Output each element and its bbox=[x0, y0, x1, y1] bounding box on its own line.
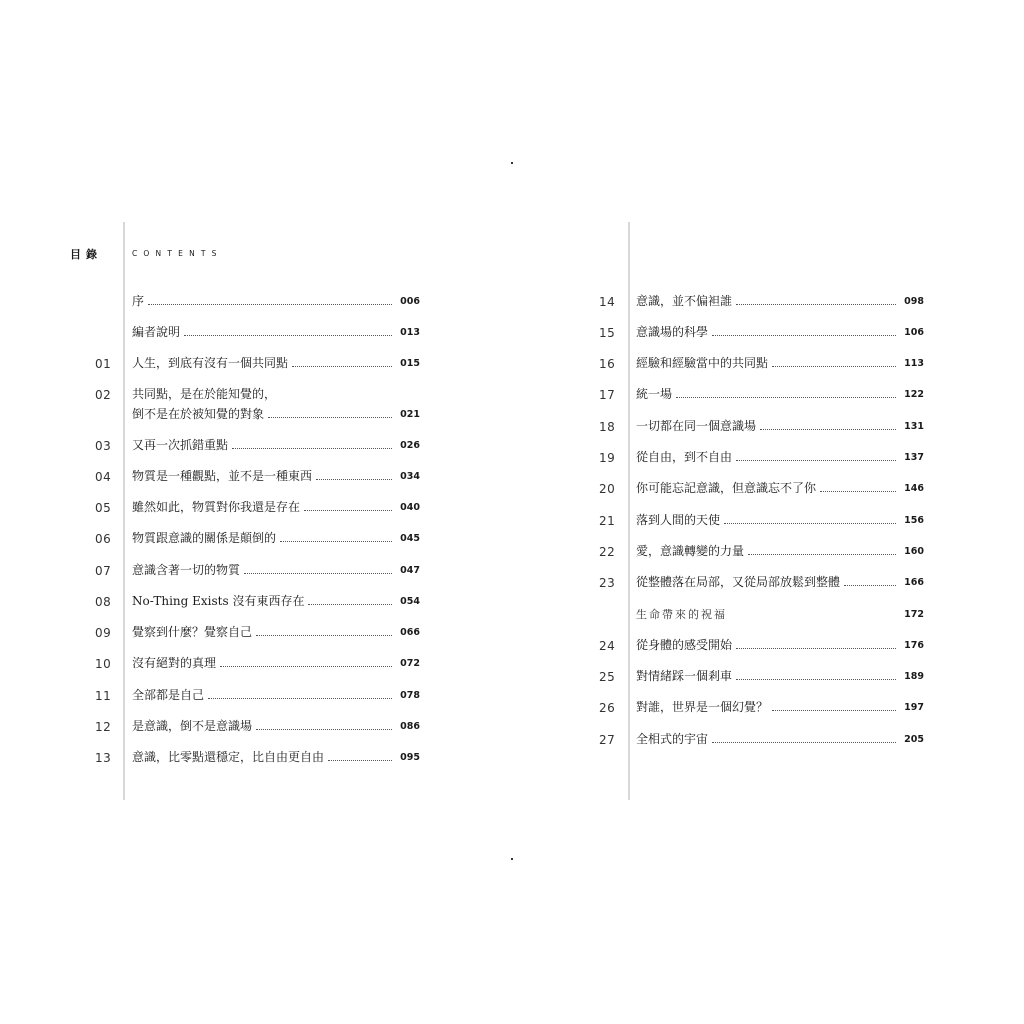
toc-entry[interactable] bbox=[95, 500, 420, 520]
page-number: 166 bbox=[904, 577, 924, 588]
dot-leader bbox=[184, 334, 392, 336]
page-number: 131 bbox=[904, 421, 924, 432]
chapter-title: 落到人間的天使 bbox=[636, 513, 721, 527]
chapter-number: 19 bbox=[599, 451, 616, 465]
chapter-title: 經驗和經驗當中的共同點 bbox=[636, 356, 769, 370]
toc-entry[interactable] bbox=[95, 438, 420, 458]
page-number: 113 bbox=[904, 358, 924, 369]
page-number: 015 bbox=[400, 358, 420, 369]
chapter-number: 20 bbox=[599, 482, 616, 496]
page-number: 137 bbox=[904, 452, 924, 463]
chapter-title: 倒不是在於被知覺的對象 bbox=[132, 407, 265, 421]
page-number: 160 bbox=[904, 546, 924, 557]
page-number: 078 bbox=[400, 690, 420, 701]
chapter-number: 05 bbox=[95, 501, 112, 515]
dot-leader bbox=[208, 697, 392, 699]
toc-entry[interactable] bbox=[599, 732, 924, 752]
dot-leader bbox=[772, 709, 896, 711]
chapter-title: 人生，到底有沒有一個共同點 bbox=[132, 356, 289, 370]
dot-leader bbox=[308, 603, 392, 605]
chapter-number: 10 bbox=[95, 657, 112, 671]
dot-leader bbox=[736, 647, 896, 649]
chapter-number: 14 bbox=[599, 295, 616, 309]
toc-entry[interactable] bbox=[95, 356, 420, 376]
page-number: 189 bbox=[904, 671, 924, 682]
dot-leader bbox=[676, 396, 896, 398]
chapter-number: 26 bbox=[599, 701, 616, 715]
toc-entry[interactable] bbox=[599, 450, 924, 470]
chapter-title: No-Thing Exists 沒有東西存在 bbox=[132, 594, 305, 608]
chapter-title: 又再一次抓錯重點 bbox=[132, 438, 229, 452]
chapter-number: 08 bbox=[95, 595, 112, 609]
chapter-title: 物質是一種觀點，並不是一種東西 bbox=[132, 469, 313, 483]
chapter-number: 16 bbox=[599, 357, 616, 371]
dot-leader bbox=[712, 741, 896, 743]
toc-entry[interactable] bbox=[599, 387, 924, 407]
toc-entry[interactable] bbox=[95, 719, 420, 739]
page-number: 026 bbox=[400, 440, 420, 451]
dot-leader bbox=[256, 634, 392, 636]
toc-entry[interactable] bbox=[95, 294, 420, 314]
chapter-title: 對誰，世界是一個幻覺？ bbox=[636, 700, 769, 714]
dot-leader bbox=[220, 665, 392, 667]
toc-entry[interactable] bbox=[95, 594, 420, 614]
bottom-mark bbox=[511, 858, 513, 860]
dot-leader bbox=[748, 553, 896, 555]
toc-entry[interactable] bbox=[599, 544, 924, 564]
page-number: 072 bbox=[400, 658, 420, 669]
chapter-number: 25 bbox=[599, 670, 616, 684]
toc-entry[interactable] bbox=[599, 325, 924, 345]
chapter-title: 雖然如此，物質對你我還是存在 bbox=[132, 500, 301, 514]
chapter-title: 對情緒踩一個剎車 bbox=[636, 669, 733, 683]
dot-leader bbox=[304, 509, 392, 511]
page-number: 066 bbox=[400, 627, 420, 638]
chapter-title: 是意識，倒不是意識場 bbox=[132, 719, 253, 733]
toc-entry[interactable] bbox=[599, 294, 924, 314]
chapter-number: 11 bbox=[95, 689, 112, 703]
toc-entry[interactable] bbox=[599, 607, 924, 627]
chapter-title: 愛，意識轉變的力量 bbox=[636, 544, 745, 558]
chapter-title: 意識場的科學 bbox=[636, 325, 709, 339]
page-number: 054 bbox=[400, 596, 420, 607]
dot-leader bbox=[148, 303, 392, 305]
page-number: 146 bbox=[904, 483, 924, 494]
dot-leader bbox=[724, 522, 896, 524]
page-number: 156 bbox=[904, 515, 924, 526]
chapter-title: 覺察到什麼？覺察自己 bbox=[132, 625, 253, 639]
chapter-title: 全相式的宇宙 bbox=[636, 732, 709, 746]
page-number: 086 bbox=[400, 721, 420, 732]
toc-entry[interactable] bbox=[95, 563, 420, 583]
page-number: 034 bbox=[400, 471, 420, 482]
page-number: 045 bbox=[400, 533, 420, 544]
toc-entry[interactable] bbox=[95, 688, 420, 708]
page-number: 176 bbox=[904, 640, 924, 651]
toc-entry[interactable] bbox=[95, 387, 420, 421]
chapter-title: 意識含著一切的物質 bbox=[132, 563, 241, 577]
toc-entry[interactable] bbox=[599, 419, 924, 439]
chapter-title: 沒有絕對的真理 bbox=[132, 656, 217, 670]
page-number: 047 bbox=[400, 565, 420, 576]
chapter-title: 全部都是自己 bbox=[132, 688, 205, 702]
dot-leader bbox=[268, 416, 392, 418]
chapter-title: 意識，並不偏袒誰 bbox=[636, 294, 733, 308]
dot-leader bbox=[736, 459, 896, 461]
dot-leader bbox=[328, 759, 392, 761]
dot-leader bbox=[244, 572, 392, 574]
toc-entry[interactable] bbox=[95, 531, 420, 551]
chapter-title: 統一場 bbox=[636, 387, 673, 401]
contents-title-en: CONTENTS bbox=[132, 249, 223, 258]
toc-entry[interactable] bbox=[95, 656, 420, 676]
dot-leader bbox=[760, 428, 896, 430]
dot-leader bbox=[736, 303, 896, 305]
chapter-number: 09 bbox=[95, 626, 112, 640]
chapter-title: 你可能忘記意識，但意識忘不了你 bbox=[636, 481, 817, 495]
chapter-number: 12 bbox=[95, 720, 112, 734]
chapter-title: 一切都在同一個意識場 bbox=[636, 419, 757, 433]
dot-leader bbox=[820, 490, 896, 492]
toc-entry[interactable] bbox=[95, 750, 420, 770]
dot-leader bbox=[844, 584, 896, 586]
chapter-number: 02 bbox=[95, 388, 112, 402]
chapter-title: 生命帶來的祝福 bbox=[636, 608, 727, 621]
chapter-number: 13 bbox=[95, 751, 112, 765]
toc-entry[interactable] bbox=[599, 638, 924, 658]
page-number: 040 bbox=[400, 502, 420, 513]
chapter-number: 21 bbox=[599, 514, 616, 528]
toc-entry[interactable] bbox=[95, 325, 420, 345]
top-mark bbox=[511, 162, 513, 164]
page-number: 013 bbox=[400, 327, 420, 338]
chapter-number: 17 bbox=[599, 388, 616, 402]
chapter-number: 27 bbox=[599, 733, 616, 747]
chapter-number: 18 bbox=[599, 420, 616, 434]
chapter-title: 從自由，到不自由 bbox=[636, 450, 733, 464]
page-number: 197 bbox=[904, 702, 924, 713]
toc-entry[interactable] bbox=[599, 669, 924, 689]
page-number: 122 bbox=[904, 389, 924, 400]
page-number: 006 bbox=[400, 296, 420, 307]
page-number: 205 bbox=[904, 734, 924, 745]
toc-entry[interactable] bbox=[599, 575, 924, 595]
chapter-number: 24 bbox=[599, 639, 616, 653]
toc-entry[interactable] bbox=[599, 513, 924, 533]
dot-leader bbox=[280, 540, 392, 542]
page-number: 095 bbox=[400, 752, 420, 763]
page-number: 021 bbox=[400, 409, 420, 420]
dot-leader bbox=[772, 365, 896, 367]
chapter-title: 序 bbox=[132, 294, 145, 308]
page-number: 098 bbox=[904, 296, 924, 307]
page-number: 172 bbox=[904, 609, 924, 620]
chapter-number: 07 bbox=[95, 564, 112, 578]
chapter-title-line1: 共同點，是在於能知覺的， bbox=[132, 387, 277, 401]
dot-leader bbox=[736, 678, 896, 680]
chapter-number: 15 bbox=[599, 326, 616, 340]
dot-leader bbox=[316, 478, 392, 480]
toc-entry[interactable] bbox=[599, 481, 924, 501]
page-number: 106 bbox=[904, 327, 924, 338]
dot-leader bbox=[731, 617, 896, 618]
chapter-number: 23 bbox=[599, 576, 616, 590]
toc-entry[interactable] bbox=[95, 625, 420, 645]
dot-leader bbox=[712, 334, 896, 336]
toc-entry[interactable] bbox=[599, 356, 924, 376]
chapter-title: 物質跟意識的關係是顛倒的 bbox=[132, 531, 277, 545]
chapter-title: 意識，比零點還穩定，比自由更自由 bbox=[132, 750, 325, 764]
chapter-number: 04 bbox=[95, 470, 112, 484]
chapter-number: 01 bbox=[95, 357, 112, 371]
dot-leader bbox=[256, 728, 392, 730]
dot-leader bbox=[292, 365, 392, 367]
chapter-title: 從身體的感受開始 bbox=[636, 638, 733, 652]
chapter-number: 22 bbox=[599, 545, 616, 559]
chapter-title: 從整體落在局部，又從局部放鬆到整體 bbox=[636, 575, 841, 589]
toc-entry[interactable] bbox=[95, 469, 420, 489]
contents-title-cn: 目錄 bbox=[70, 248, 102, 261]
chapter-number: 03 bbox=[95, 439, 112, 453]
chapter-number: 06 bbox=[95, 532, 112, 546]
chapter-title: 編者說明 bbox=[132, 325, 181, 339]
toc-entry[interactable] bbox=[599, 700, 924, 720]
dot-leader bbox=[232, 447, 392, 449]
